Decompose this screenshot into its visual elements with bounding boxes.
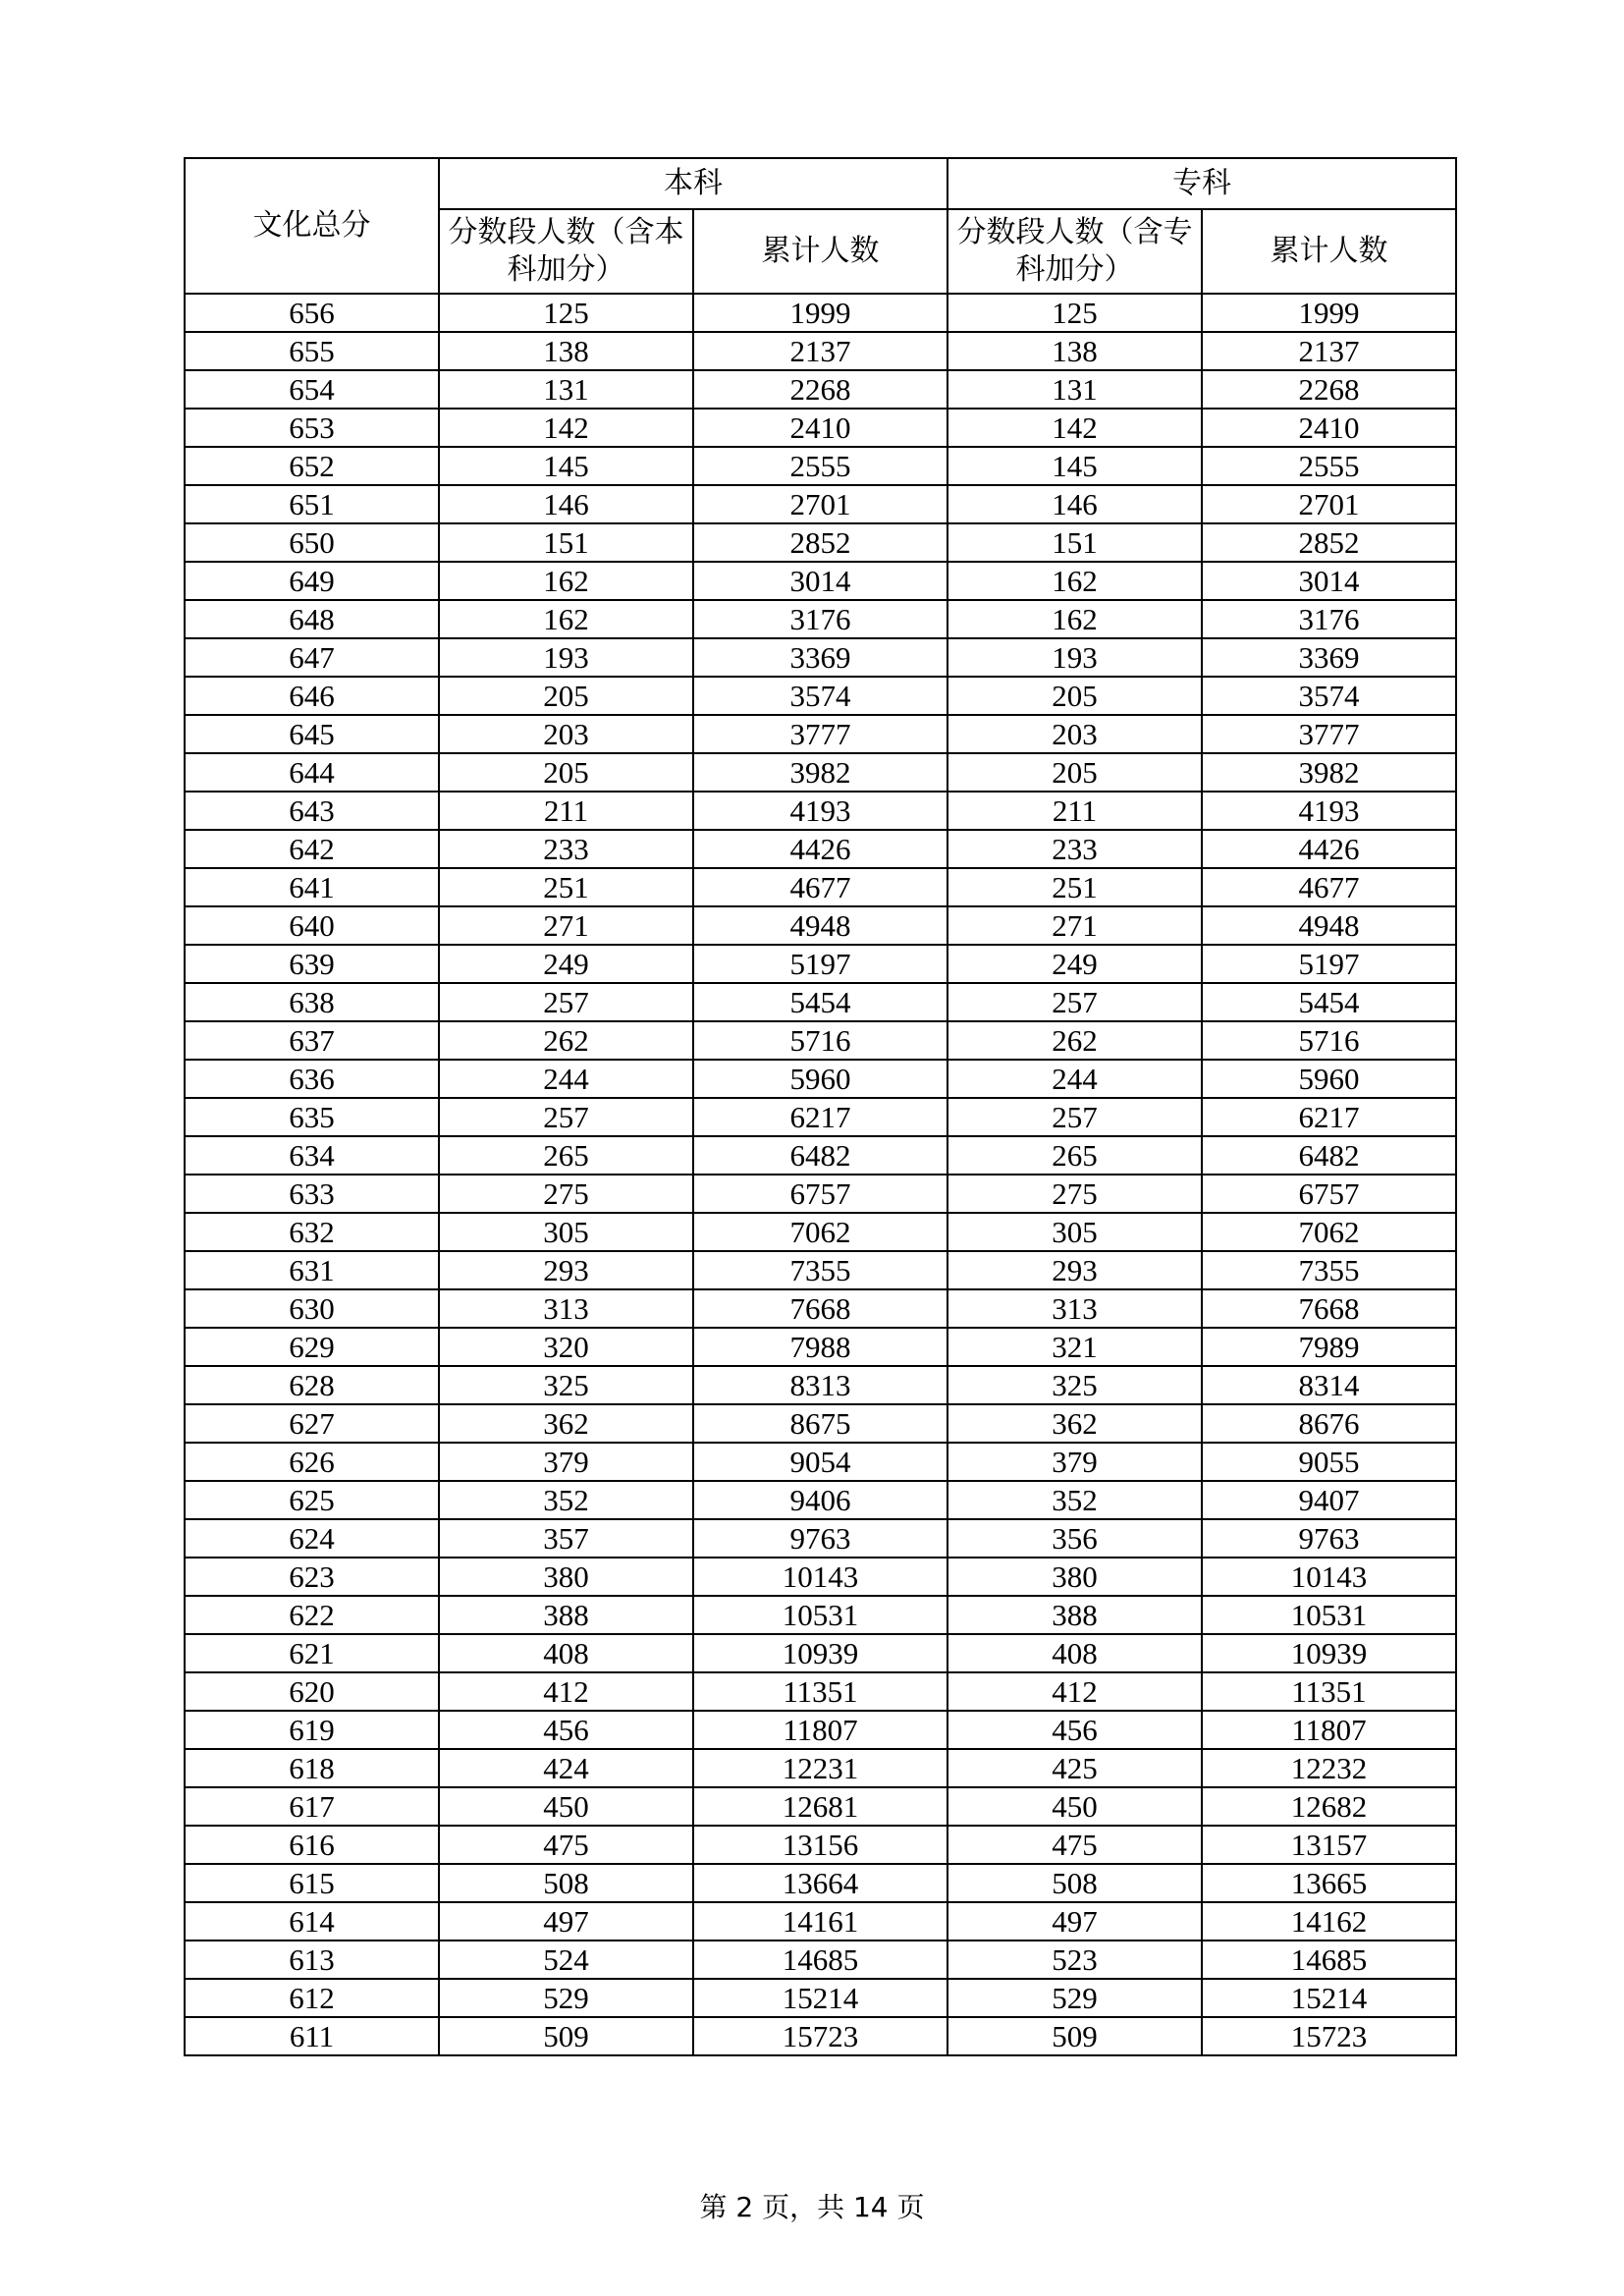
cell-undergrad-count: 203 <box>439 715 693 753</box>
cell-junior-cumulative: 8314 <box>1202 1366 1456 1404</box>
cell-undergrad-count: 251 <box>439 868 693 906</box>
table-row <box>185 2017 1456 2055</box>
cell-undergrad-cumulative: 2137 <box>693 332 947 370</box>
cell-junior-count: 146 <box>947 485 1202 523</box>
cell-junior-count: 265 <box>947 1136 1202 1175</box>
cell-junior-count: 211 <box>947 792 1202 830</box>
cell-undergrad-count: 379 <box>439 1443 693 1481</box>
cell-score: 612 <box>185 1979 439 2017</box>
header-junior-count: 分数段人数（含专科加分） <box>947 209 1202 294</box>
cell-score: 613 <box>185 1941 439 1979</box>
cell-junior-count: 450 <box>947 1787 1202 1826</box>
cell-undergrad-cumulative: 13664 <box>693 1864 947 1902</box>
cell-junior-count: 145 <box>947 447 1202 485</box>
cell-undergrad-count: 275 <box>439 1175 693 1213</box>
cell-junior-cumulative: 15214 <box>1202 1979 1456 2017</box>
cell-junior-cumulative: 7062 <box>1202 1213 1456 1251</box>
cell-score: 627 <box>185 1404 439 1443</box>
cell-junior-cumulative: 10143 <box>1202 1558 1456 1596</box>
cell-score: 643 <box>185 792 439 830</box>
table-row <box>185 868 1456 906</box>
cell-junior-count: 205 <box>947 753 1202 792</box>
header-score: 文化总分 <box>185 158 439 294</box>
cell-undergrad-count: 249 <box>439 945 693 983</box>
table-row <box>185 1826 1456 1864</box>
cell-score: 631 <box>185 1251 439 1289</box>
cell-junior-count: 203 <box>947 715 1202 753</box>
cell-score: 617 <box>185 1787 439 1826</box>
cell-junior-count: 508 <box>947 1864 1202 1902</box>
cell-junior-count: 475 <box>947 1826 1202 1864</box>
cell-junior-count: 412 <box>947 1672 1202 1711</box>
cell-junior-cumulative: 3014 <box>1202 562 1456 600</box>
cell-undergrad-cumulative: 6217 <box>693 1098 947 1136</box>
cell-junior-count: 313 <box>947 1289 1202 1328</box>
cell-junior-cumulative: 10531 <box>1202 1596 1456 1634</box>
cell-score: 626 <box>185 1443 439 1481</box>
cell-undergrad-count: 362 <box>439 1404 693 1443</box>
table-row <box>185 1098 1456 1136</box>
cell-undergrad-cumulative: 4948 <box>693 906 947 945</box>
cell-junior-cumulative: 2701 <box>1202 485 1456 523</box>
cell-junior-count: 138 <box>947 332 1202 370</box>
cell-junior-cumulative: 6757 <box>1202 1175 1456 1213</box>
cell-undergrad-cumulative: 3369 <box>693 638 947 677</box>
cell-undergrad-count: 320 <box>439 1328 693 1366</box>
cell-score: 629 <box>185 1328 439 1366</box>
cell-undergrad-cumulative: 12681 <box>693 1787 947 1826</box>
cell-junior-count: 509 <box>947 2017 1202 2055</box>
cell-junior-cumulative: 5197 <box>1202 945 1456 983</box>
cell-undergrad-cumulative: 15214 <box>693 1979 947 2017</box>
table-row <box>185 370 1456 409</box>
cell-junior-cumulative: 11807 <box>1202 1711 1456 1749</box>
cell-junior-count: 142 <box>947 409 1202 447</box>
table-row <box>185 1749 1456 1787</box>
cell-junior-cumulative: 5454 <box>1202 983 1456 1021</box>
cell-junior-count: 388 <box>947 1596 1202 1634</box>
cell-junior-cumulative: 11351 <box>1202 1672 1456 1711</box>
cell-undergrad-cumulative: 5716 <box>693 1021 947 1060</box>
table-row <box>185 1366 1456 1404</box>
cell-undergrad-count: 233 <box>439 830 693 868</box>
cell-undergrad-count: 450 <box>439 1787 693 1826</box>
cell-undergrad-count: 508 <box>439 1864 693 1902</box>
cell-undergrad-cumulative: 2410 <box>693 409 947 447</box>
cell-score: 653 <box>185 409 439 447</box>
cell-undergrad-cumulative: 11807 <box>693 1711 947 1749</box>
cell-undergrad-cumulative: 12231 <box>693 1749 947 1787</box>
table-row <box>185 1979 1456 2017</box>
cell-undergrad-count: 257 <box>439 983 693 1021</box>
cell-undergrad-count: 257 <box>439 1098 693 1136</box>
cell-undergrad-count: 131 <box>439 370 693 409</box>
cell-junior-cumulative: 2410 <box>1202 409 1456 447</box>
cell-score: 651 <box>185 485 439 523</box>
cell-junior-count: 523 <box>947 1941 1202 1979</box>
cell-undergrad-cumulative: 9763 <box>693 1519 947 1558</box>
table-row <box>185 906 1456 945</box>
cell-junior-count: 271 <box>947 906 1202 945</box>
cell-junior-cumulative: 13157 <box>1202 1826 1456 1864</box>
table-row <box>185 1060 1456 1098</box>
table-row <box>185 1213 1456 1251</box>
table-row <box>185 562 1456 600</box>
cell-score: 641 <box>185 868 439 906</box>
cell-score: 655 <box>185 332 439 370</box>
cell-undergrad-cumulative: 13156 <box>693 1826 947 1864</box>
cell-undergrad-count: 424 <box>439 1749 693 1787</box>
cell-undergrad-cumulative: 10531 <box>693 1596 947 1634</box>
cell-undergrad-count: 497 <box>439 1902 693 1941</box>
cell-junior-cumulative: 5960 <box>1202 1060 1456 1098</box>
cell-undergrad-cumulative: 5197 <box>693 945 947 983</box>
table-row <box>185 1596 1456 1634</box>
cell-score: 648 <box>185 600 439 638</box>
cell-undergrad-cumulative: 3777 <box>693 715 947 753</box>
cell-undergrad-count: 529 <box>439 1979 693 2017</box>
cell-junior-cumulative: 2137 <box>1202 332 1456 370</box>
table-row <box>185 1634 1456 1672</box>
cell-score: 630 <box>185 1289 439 1328</box>
cell-junior-cumulative: 6217 <box>1202 1098 1456 1136</box>
cell-undergrad-count: 151 <box>439 523 693 562</box>
cell-score: 644 <box>185 753 439 792</box>
cell-junior-cumulative: 2268 <box>1202 370 1456 409</box>
cell-undergrad-cumulative: 2701 <box>693 485 947 523</box>
table-row <box>185 1864 1456 1902</box>
table-row <box>185 1021 1456 1060</box>
cell-score: 635 <box>185 1098 439 1136</box>
cell-junior-count: 321 <box>947 1328 1202 1366</box>
cell-undergrad-count: 524 <box>439 1941 693 1979</box>
cell-undergrad-cumulative: 7988 <box>693 1328 947 1366</box>
cell-undergrad-cumulative: 14685 <box>693 1941 947 1979</box>
table-row <box>185 600 1456 638</box>
cell-undergrad-count: 456 <box>439 1711 693 1749</box>
cell-junior-count: 257 <box>947 983 1202 1021</box>
cell-undergrad-cumulative: 7062 <box>693 1213 947 1251</box>
cell-score: 623 <box>185 1558 439 1596</box>
cell-junior-count: 529 <box>947 1979 1202 2017</box>
cell-junior-count: 325 <box>947 1366 1202 1404</box>
cell-undergrad-cumulative: 4193 <box>693 792 947 830</box>
header-junior-cumulative: 累计人数 <box>1202 209 1456 294</box>
cell-undergrad-cumulative: 4677 <box>693 868 947 906</box>
cell-score: 647 <box>185 638 439 677</box>
table-row <box>185 945 1456 983</box>
cell-undergrad-cumulative: 1999 <box>693 294 947 332</box>
table-row <box>185 1902 1456 1941</box>
cell-undergrad-cumulative: 7355 <box>693 1251 947 1289</box>
cell-undergrad-count: 125 <box>439 294 693 332</box>
table-row <box>185 1136 1456 1175</box>
cell-undergrad-count: 293 <box>439 1251 693 1289</box>
cell-undergrad-count: 475 <box>439 1826 693 1864</box>
table-body <box>185 294 1456 2055</box>
cell-undergrad-cumulative: 11351 <box>693 1672 947 1711</box>
cell-score: 625 <box>185 1481 439 1519</box>
table-row <box>185 485 1456 523</box>
cell-junior-cumulative: 15723 <box>1202 2017 1456 2055</box>
cell-score: 645 <box>185 715 439 753</box>
table-row <box>185 1289 1456 1328</box>
cell-undergrad-count: 205 <box>439 753 693 792</box>
header-undergrad-count: 分数段人数（含本科加分） <box>439 209 693 294</box>
cell-score: 616 <box>185 1826 439 1864</box>
cell-junior-cumulative: 13665 <box>1202 1864 1456 1902</box>
cell-undergrad-count: 138 <box>439 332 693 370</box>
cell-score: 637 <box>185 1021 439 1060</box>
cell-score: 611 <box>185 2017 439 2055</box>
cell-score: 633 <box>185 1175 439 1213</box>
table-row <box>185 1787 1456 1826</box>
cell-junior-count: 162 <box>947 562 1202 600</box>
cell-undergrad-count: 145 <box>439 447 693 485</box>
cell-junior-count: 362 <box>947 1404 1202 1443</box>
cell-junior-count: 262 <box>947 1021 1202 1060</box>
cell-undergrad-cumulative: 10939 <box>693 1634 947 1672</box>
cell-undergrad-cumulative: 3574 <box>693 677 947 715</box>
cell-junior-count: 356 <box>947 1519 1202 1558</box>
cell-score: 638 <box>185 983 439 1021</box>
cell-undergrad-cumulative: 9406 <box>693 1481 947 1519</box>
cell-junior-cumulative: 14162 <box>1202 1902 1456 1941</box>
cell-undergrad-cumulative: 4426 <box>693 830 947 868</box>
cell-score: 649 <box>185 562 439 600</box>
cell-junior-cumulative: 8676 <box>1202 1404 1456 1443</box>
cell-junior-count: 251 <box>947 868 1202 906</box>
cell-junior-cumulative: 9763 <box>1202 1519 1456 1558</box>
cell-junior-cumulative: 1999 <box>1202 294 1456 332</box>
table-row <box>185 792 1456 830</box>
cell-junior-count: 425 <box>947 1749 1202 1787</box>
table-row <box>185 332 1456 370</box>
table-row <box>185 409 1456 447</box>
cell-undergrad-count: 352 <box>439 1481 693 1519</box>
cell-undergrad-cumulative: 7668 <box>693 1289 947 1328</box>
cell-junior-count: 125 <box>947 294 1202 332</box>
cell-junior-cumulative: 9055 <box>1202 1443 1456 1481</box>
cell-junior-count: 257 <box>947 1098 1202 1136</box>
cell-undergrad-count: 380 <box>439 1558 693 1596</box>
cell-undergrad-cumulative: 15723 <box>693 2017 947 2055</box>
header-undergrad-cumulative: 累计人数 <box>693 209 947 294</box>
cell-undergrad-count: 509 <box>439 2017 693 2055</box>
cell-junior-count: 193 <box>947 638 1202 677</box>
cell-junior-count: 352 <box>947 1481 1202 1519</box>
cell-score: 642 <box>185 830 439 868</box>
cell-undergrad-count: 162 <box>439 600 693 638</box>
cell-junior-count: 233 <box>947 830 1202 868</box>
cell-junior-cumulative: 12682 <box>1202 1787 1456 1826</box>
cell-score: 639 <box>185 945 439 983</box>
table-row <box>185 1443 1456 1481</box>
cell-score: 650 <box>185 523 439 562</box>
cell-undergrad-count: 205 <box>439 677 693 715</box>
cell-undergrad-cumulative: 2268 <box>693 370 947 409</box>
table-row <box>185 294 1456 332</box>
cell-score: 628 <box>185 1366 439 1404</box>
cell-undergrad-cumulative: 9054 <box>693 1443 947 1481</box>
cell-undergrad-cumulative: 14161 <box>693 1902 947 1941</box>
cell-undergrad-count: 211 <box>439 792 693 830</box>
cell-undergrad-cumulative: 5454 <box>693 983 947 1021</box>
cell-score: 654 <box>185 370 439 409</box>
cell-undergrad-count: 244 <box>439 1060 693 1098</box>
cell-junior-count: 131 <box>947 370 1202 409</box>
cell-undergrad-cumulative: 3014 <box>693 562 947 600</box>
cell-junior-cumulative: 3176 <box>1202 600 1456 638</box>
cell-undergrad-cumulative: 2852 <box>693 523 947 562</box>
cell-junior-count: 205 <box>947 677 1202 715</box>
cell-undergrad-count: 313 <box>439 1289 693 1328</box>
cell-junior-cumulative: 2555 <box>1202 447 1456 485</box>
cell-undergrad-count: 142 <box>439 409 693 447</box>
cell-undergrad-count: 412 <box>439 1672 693 1711</box>
cell-undergrad-cumulative: 3982 <box>693 753 947 792</box>
cell-junior-cumulative: 4677 <box>1202 868 1456 906</box>
table-row <box>185 1175 1456 1213</box>
cell-junior-count: 380 <box>947 1558 1202 1596</box>
cell-undergrad-cumulative: 8313 <box>693 1366 947 1404</box>
table-row <box>185 447 1456 485</box>
cell-junior-cumulative: 2852 <box>1202 523 1456 562</box>
table-row <box>185 1251 1456 1289</box>
cell-junior-cumulative: 10939 <box>1202 1634 1456 1672</box>
cell-junior-cumulative: 4948 <box>1202 906 1456 945</box>
cell-junior-count: 456 <box>947 1711 1202 1749</box>
cell-undergrad-count: 388 <box>439 1596 693 1634</box>
cell-junior-count: 162 <box>947 600 1202 638</box>
cell-junior-cumulative: 3369 <box>1202 638 1456 677</box>
header-undergrad-group: 本科 <box>439 158 947 209</box>
cell-junior-count: 293 <box>947 1251 1202 1289</box>
cell-junior-count: 379 <box>947 1443 1202 1481</box>
cell-score: 614 <box>185 1902 439 1941</box>
cell-junior-count: 275 <box>947 1175 1202 1213</box>
cell-junior-cumulative: 9407 <box>1202 1481 1456 1519</box>
cell-junior-cumulative: 7668 <box>1202 1289 1456 1328</box>
cell-score: 632 <box>185 1213 439 1251</box>
cell-junior-cumulative: 12232 <box>1202 1749 1456 1787</box>
cell-score: 652 <box>185 447 439 485</box>
table-row <box>185 677 1456 715</box>
table-row <box>185 830 1456 868</box>
cell-score: 622 <box>185 1596 439 1634</box>
cell-undergrad-cumulative: 6757 <box>693 1175 947 1213</box>
cell-undergrad-count: 357 <box>439 1519 693 1558</box>
cell-score: 620 <box>185 1672 439 1711</box>
table-row <box>185 1481 1456 1519</box>
cell-junior-cumulative: 4193 <box>1202 792 1456 830</box>
cell-junior-cumulative: 6482 <box>1202 1136 1456 1175</box>
cell-undergrad-cumulative: 8675 <box>693 1404 947 1443</box>
table-row <box>185 1672 1456 1711</box>
cell-score: 634 <box>185 1136 439 1175</box>
cell-undergrad-count: 162 <box>439 562 693 600</box>
cell-junior-count: 497 <box>947 1902 1202 1941</box>
score-distribution-table <box>184 157 1457 2056</box>
cell-score: 656 <box>185 294 439 332</box>
cell-score: 615 <box>185 1864 439 1902</box>
cell-score: 619 <box>185 1711 439 1749</box>
table-row <box>185 1558 1456 1596</box>
cell-junior-cumulative: 14685 <box>1202 1941 1456 1979</box>
table-row <box>185 1711 1456 1749</box>
cell-score: 636 <box>185 1060 439 1098</box>
cell-undergrad-count: 193 <box>439 638 693 677</box>
cell-undergrad-cumulative: 3176 <box>693 600 947 638</box>
cell-junior-count: 249 <box>947 945 1202 983</box>
cell-junior-count: 408 <box>947 1634 1202 1672</box>
cell-junior-cumulative: 3574 <box>1202 677 1456 715</box>
cell-score: 621 <box>185 1634 439 1672</box>
cell-junior-cumulative: 7989 <box>1202 1328 1456 1366</box>
cell-junior-cumulative: 4426 <box>1202 830 1456 868</box>
cell-undergrad-count: 265 <box>439 1136 693 1175</box>
cell-undergrad-count: 146 <box>439 485 693 523</box>
cell-undergrad-count: 325 <box>439 1366 693 1404</box>
cell-junior-cumulative: 7355 <box>1202 1251 1456 1289</box>
cell-junior-cumulative: 5716 <box>1202 1021 1456 1060</box>
cell-score: 618 <box>185 1749 439 1787</box>
table-row <box>185 1328 1456 1366</box>
cell-undergrad-cumulative: 2555 <box>693 447 947 485</box>
table-row <box>185 1941 1456 1979</box>
table-row <box>185 715 1456 753</box>
table-row <box>185 523 1456 562</box>
cell-junior-cumulative: 3982 <box>1202 753 1456 792</box>
cell-junior-cumulative: 3777 <box>1202 715 1456 753</box>
table-row <box>185 983 1456 1021</box>
cell-undergrad-count: 408 <box>439 1634 693 1672</box>
cell-junior-count: 151 <box>947 523 1202 562</box>
cell-undergrad-cumulative: 10143 <box>693 1558 947 1596</box>
table-row <box>185 638 1456 677</box>
table-row <box>185 1519 1456 1558</box>
cell-score: 624 <box>185 1519 439 1558</box>
cell-undergrad-count: 271 <box>439 906 693 945</box>
page-number-footer: 第 2 页，共 14 页 <box>699 2191 925 2223</box>
table-row <box>185 753 1456 792</box>
cell-undergrad-count: 262 <box>439 1021 693 1060</box>
cell-junior-count: 244 <box>947 1060 1202 1098</box>
cell-undergrad-cumulative: 5960 <box>693 1060 947 1098</box>
table-row <box>185 1404 1456 1443</box>
cell-score: 646 <box>185 677 439 715</box>
cell-undergrad-count: 305 <box>439 1213 693 1251</box>
cell-score: 640 <box>185 906 439 945</box>
cell-undergrad-cumulative: 6482 <box>693 1136 947 1175</box>
header-junior-group: 专科 <box>947 158 1456 209</box>
cell-junior-count: 305 <box>947 1213 1202 1251</box>
